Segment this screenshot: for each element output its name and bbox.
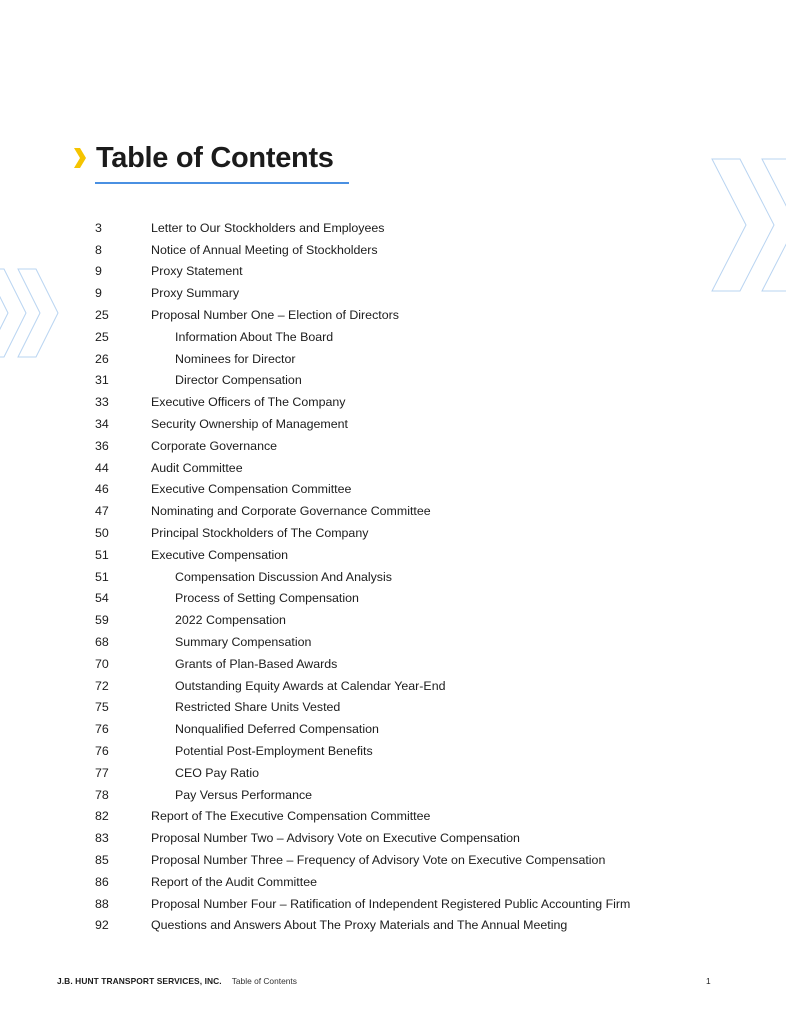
- toc-page-number: 76: [95, 744, 109, 759]
- toc-entry-label: Director Compensation: [175, 373, 302, 388]
- toc-entry[interactable]: [95, 282, 735, 304]
- toc-entry[interactable]: [95, 915, 735, 937]
- toc-subentry[interactable]: [95, 588, 735, 610]
- decorative-chevron-left-icon: [0, 266, 70, 360]
- toc-page-number: 85: [95, 853, 109, 867]
- toc-subentry[interactable]: [95, 718, 735, 740]
- toc-page-number: 44: [95, 460, 109, 475]
- toc-page-number: 76: [95, 722, 109, 737]
- toc-entry-label: Principal Stockholders of The Company: [151, 526, 369, 541]
- toc-page-number: 77: [95, 765, 109, 780]
- toc-entry-label: Proposal Number Three – Frequency of Advisory Vote on Executive Compensation: [151, 853, 606, 867]
- toc-entry-label: Security Ownership of Management: [151, 417, 348, 432]
- toc-entry-label: CEO Pay Ratio: [175, 765, 260, 780]
- toc-subentry[interactable]: [95, 762, 735, 784]
- toc-entry-label: Restricted Share Units Vested: [175, 700, 341, 715]
- footer-page-number: 1: [706, 976, 711, 986]
- toc-page-number: 25: [95, 329, 109, 344]
- toc-page-number: 33: [95, 395, 109, 410]
- footer: [57, 975, 297, 987]
- toc-subentry[interactable]: [95, 566, 735, 588]
- toc-entry-label: Grants of Plan-Based Awards: [175, 656, 338, 671]
- toc-page-number: 8: [95, 242, 102, 257]
- toc-page-number: 51: [95, 547, 109, 562]
- table-of-contents: [95, 217, 735, 936]
- toc-entry-label: Letter to Our Stockholders and Employees: [151, 220, 385, 235]
- toc-page-number: 88: [95, 896, 109, 911]
- toc-entry[interactable]: [95, 457, 735, 479]
- toc-entry-label: Proposal Number Four – Ratification of Independent Registered Public Accounting Firm: [151, 896, 631, 911]
- toc-page-number: 78: [95, 787, 109, 802]
- toc-entry[interactable]: [95, 261, 735, 283]
- toc-page-number: 59: [95, 613, 109, 628]
- toc-page-number: 54: [95, 591, 109, 606]
- toc-page-number: 82: [95, 809, 109, 824]
- toc-entry[interactable]: [95, 806, 735, 828]
- toc-entry-label: Report of The Executive Compensation Committee: [151, 809, 431, 824]
- toc-subentry[interactable]: [95, 609, 735, 631]
- toc-page-number: 86: [95, 874, 109, 889]
- toc-page-number: 3: [95, 220, 102, 235]
- toc-entry[interactable]: [95, 893, 735, 915]
- toc-subentry[interactable]: [95, 675, 735, 697]
- toc-entry-label: Nominees for Director: [175, 351, 296, 366]
- toc-entry-label: Audit Committee: [151, 460, 243, 475]
- toc-page-number: 50: [95, 526, 109, 541]
- toc-entry[interactable]: [95, 871, 735, 893]
- toc-page-number: 68: [95, 635, 109, 650]
- toc-entry[interactable]: [95, 217, 735, 239]
- toc-entry[interactable]: [95, 391, 735, 413]
- toc-entry[interactable]: [95, 849, 735, 871]
- toc-entry-label: Executive Compensation: [151, 547, 289, 562]
- toc-subentry[interactable]: [95, 348, 735, 370]
- toc-entry-label: Nonqualified Deferred Compensation: [175, 722, 379, 737]
- toc-entry[interactable]: [95, 479, 735, 501]
- toc-page-number: 72: [95, 678, 109, 693]
- toc-entry-label: Notice of Annual Meeting of Stockholders: [151, 242, 378, 257]
- toc-entry[interactable]: [95, 435, 735, 457]
- page-title: Table of Contents: [96, 141, 334, 174]
- toc-entry[interactable]: [95, 239, 735, 261]
- toc-subentry[interactable]: [95, 740, 735, 762]
- toc-page-number: 9: [95, 286, 102, 301]
- toc-page-number: 25: [95, 308, 109, 323]
- toc-entry[interactable]: [95, 827, 735, 849]
- toc-entry-label: Potential Post-Employment Benefits: [175, 744, 373, 759]
- footer-section-name: Table of Contents: [231, 976, 297, 986]
- toc-entry-label: Proposal Number One – Election of Directors: [151, 308, 399, 323]
- toc-page-number: 83: [95, 831, 109, 846]
- toc-entry-label: Corporate Governance: [151, 438, 278, 453]
- toc-entry-label: Proposal Number Two – Advisory Vote on Executive Compensation: [151, 831, 520, 846]
- toc-entry[interactable]: [95, 522, 735, 544]
- toc-page-number: 47: [95, 504, 109, 519]
- toc-page-number: 75: [95, 700, 109, 715]
- toc-entry-label: Executive Officers of The Company: [151, 395, 346, 410]
- toc-subentry[interactable]: [95, 631, 735, 653]
- toc-entry-label: Outstanding Equity Awards at Calendar Year-End: [175, 678, 446, 693]
- toc-page-number: 70: [95, 656, 109, 671]
- toc-entry-label: Proxy Statement: [151, 264, 243, 279]
- toc-subentry[interactable]: [95, 326, 735, 348]
- toc-subentry[interactable]: [95, 653, 735, 675]
- toc-entry[interactable]: [95, 544, 735, 566]
- toc-subentry[interactable]: [95, 370, 735, 392]
- toc-entry-label: Compensation Discussion And Analysis: [175, 569, 392, 584]
- toc-page-number: 9: [95, 264, 102, 279]
- toc-entry[interactable]: [95, 304, 735, 326]
- toc-page-number: 31: [95, 373, 109, 388]
- toc-entry-label: Information About The Board: [175, 329, 334, 344]
- toc-subentry[interactable]: [95, 697, 735, 719]
- toc-entry-label: Report of the Audit Committee: [151, 874, 317, 889]
- toc-entry-label: Nominating and Corporate Governance Committee: [151, 504, 431, 519]
- toc-entry[interactable]: [95, 500, 735, 522]
- toc-page-number: 36: [95, 438, 109, 453]
- toc-page-number: 92: [95, 918, 109, 933]
- chevron-right-icon: [72, 146, 88, 170]
- toc-page-number: 51: [95, 569, 109, 584]
- toc-page-number: 46: [95, 482, 109, 497]
- toc-page-number: 34: [95, 417, 109, 432]
- toc-entry-label: Proxy Summary: [151, 286, 240, 301]
- title-underline: [95, 182, 349, 184]
- toc-entry-label: Pay Versus Performance: [175, 787, 313, 802]
- toc-entry-label: 2022 Compensation: [175, 613, 286, 628]
- footer-company-name: J.B. HUNT TRANSPORT SERVICES, INC.: [57, 976, 222, 986]
- toc-entry-label: Questions and Answers About The Proxy Materials and The Annual Meeting: [151, 918, 568, 933]
- toc-entry[interactable]: [95, 413, 735, 435]
- toc-subentry[interactable]: [95, 784, 735, 806]
- toc-entry-label: Summary Compensation: [175, 635, 312, 650]
- toc-entry-label: Process of Setting Compensation: [175, 591, 359, 606]
- toc-page-number: 26: [95, 351, 109, 366]
- page-header: [72, 138, 334, 178]
- toc-entry-label: Executive Compensation Committee: [151, 482, 352, 497]
